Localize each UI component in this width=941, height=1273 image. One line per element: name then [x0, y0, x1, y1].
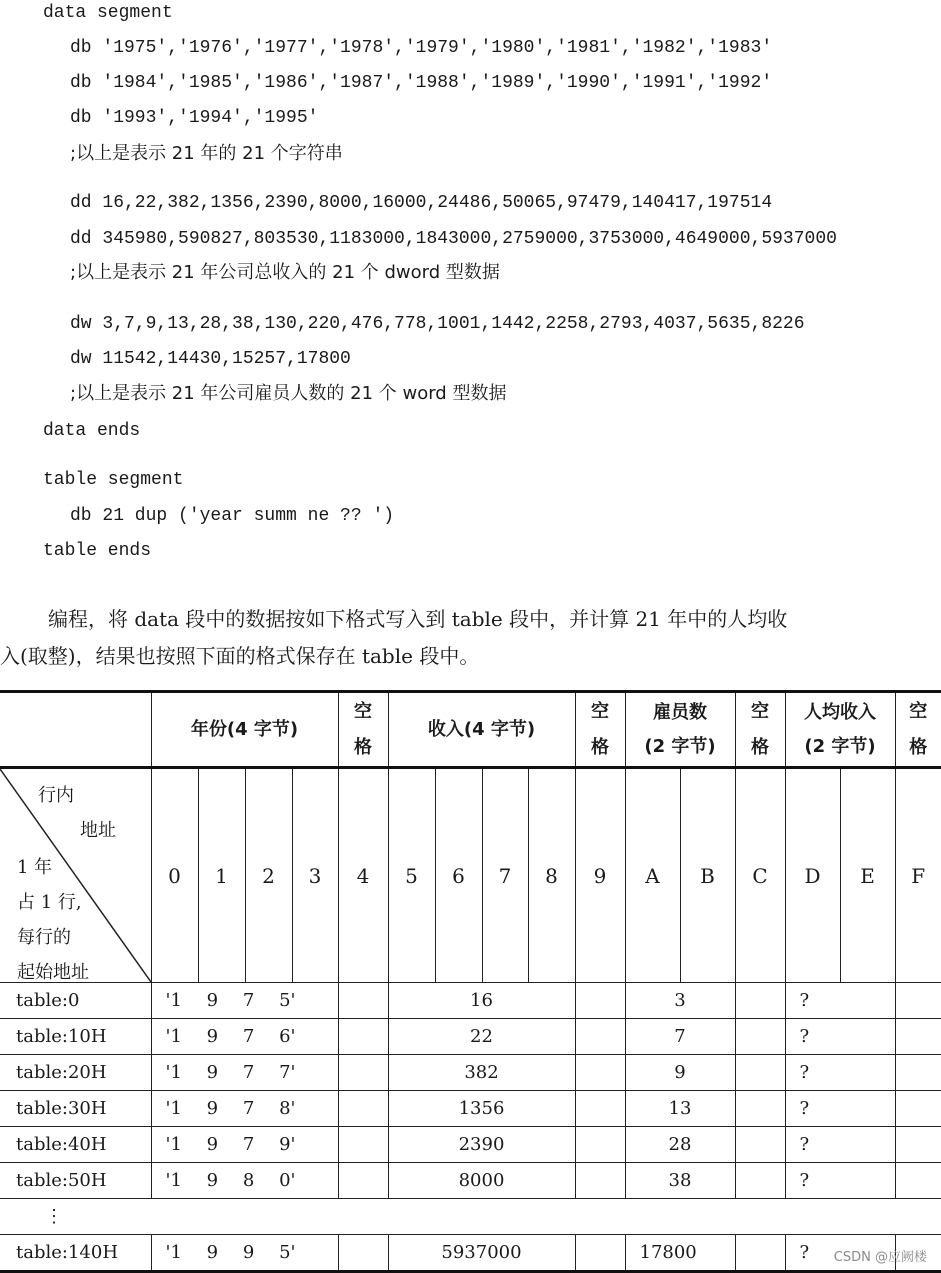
income-cell: 2390	[388, 1127, 575, 1163]
offset-cell: 8	[528, 768, 575, 983]
code-comment: ;以上是表示 21 年的 21 个字符串	[70, 143, 343, 164]
income-cell: 382	[388, 1055, 575, 1091]
avg-income-cell	[785, 1127, 895, 1163]
space-cell	[735, 1019, 785, 1055]
header-staff	[625, 692, 735, 768]
avg-income-cell	[785, 1163, 895, 1199]
year-char: '1	[165, 990, 182, 1011]
space-cell	[575, 1055, 625, 1091]
space-cell	[575, 1091, 625, 1127]
offset-cell: 4	[338, 768, 388, 983]
year-char: 7	[242, 1062, 255, 1083]
diagonal-cell	[0, 768, 151, 983]
income-cell: 8000	[388, 1163, 575, 1199]
avg-income-cell	[785, 1019, 895, 1055]
year-cell	[151, 1091, 338, 1127]
year-char: 7'	[279, 1062, 296, 1083]
header-year: 年份(4 字节)	[151, 692, 338, 768]
space-cell	[338, 983, 388, 1019]
avg-income-value: ?	[799, 990, 810, 1011]
space-cell	[895, 983, 941, 1019]
year-char: 7	[242, 1098, 255, 1119]
staff-cell: 13	[625, 1091, 735, 1127]
year-char: 5'	[279, 1242, 296, 1263]
avg-income-value: ?	[799, 1134, 810, 1155]
offset-cell: 6	[435, 768, 482, 983]
diag-label: 占 1 行,	[17, 892, 82, 913]
year-char: 7	[242, 1026, 255, 1047]
year-char: 7	[242, 1134, 255, 1155]
diag-label: 每行的	[17, 927, 71, 948]
year-char: 7	[242, 990, 255, 1011]
income-cell: 22	[388, 1019, 575, 1055]
diag-label: 1 年	[17, 857, 53, 878]
avg-income-value: ?	[799, 1242, 810, 1263]
space-cell	[338, 1091, 388, 1127]
year-cell	[151, 1019, 338, 1055]
code-comment: ;以上是表示 21 年公司总收入的 21 个 dword 型数据	[70, 262, 500, 283]
year-cell	[151, 1055, 338, 1091]
year-char: '1	[165, 1170, 182, 1191]
staff-cell: 28	[625, 1127, 735, 1163]
space-cell	[338, 1055, 388, 1091]
code-line: table ends	[43, 541, 152, 561]
year-char: 9	[206, 1098, 219, 1119]
offset-cell: E	[840, 768, 895, 983]
offset-cell: 3	[292, 768, 338, 983]
row-address: table:20H	[0, 1055, 151, 1091]
avg-income-cell	[785, 1091, 895, 1127]
space-cell	[338, 1127, 388, 1163]
offset-cell: 7	[482, 768, 528, 983]
space-cell	[895, 1091, 941, 1127]
year-cell	[151, 1235, 338, 1272]
year-char: 9	[206, 1242, 219, 1263]
year-char: 9	[206, 1062, 219, 1083]
task-line-1: 编程，将 data 段中的数据按如下格式写入到 table 段中，并计算 21 年中的人均收	[48, 607, 788, 631]
watermark: CSDN @应阙楼	[833, 1250, 927, 1265]
row-address: table:30H	[0, 1091, 151, 1127]
task-line-2: 入(取整)，结果也按照下面的格式保存在 table 段中。	[0, 644, 480, 668]
code-line: db 21 dup ('year summ ne ?? ')	[70, 506, 395, 526]
code-comment: ;以上是表示 21 年公司雇员人数的 21 个 word 型数据	[70, 383, 507, 404]
year-cell	[151, 983, 338, 1019]
year-char: 9	[206, 1026, 219, 1047]
avg-income-cell	[785, 1055, 895, 1091]
code-line: db '1993','1994','1995'	[70, 108, 319, 128]
offset-cell: 0	[151, 768, 198, 983]
space-cell	[895, 1055, 941, 1091]
header-avg-income	[785, 692, 895, 768]
year-cell	[151, 1163, 338, 1199]
table-row	[0, 1127, 941, 1163]
space-cell	[735, 1091, 785, 1127]
code-line: db '1975','1976','1977','1978','1979','1980','1981','1982','1983'	[70, 38, 773, 58]
space-cell	[575, 1163, 625, 1199]
code-line: data ends	[43, 421, 141, 441]
year-char: 9'	[279, 1134, 296, 1155]
table-row	[0, 983, 941, 1019]
year-char: 9	[206, 1170, 219, 1191]
space-cell	[575, 1019, 625, 1055]
year-char: '1	[165, 1098, 182, 1119]
offset-cell: F	[895, 768, 941, 983]
diag-label: 行内	[38, 785, 74, 806]
income-cell: 1356	[388, 1091, 575, 1127]
table-row	[0, 1235, 941, 1272]
year-char: 9	[242, 1242, 255, 1263]
staff-cell: 3	[625, 983, 735, 1019]
header-corner	[0, 692, 151, 768]
ellipsis-cell	[0, 1199, 941, 1235]
year-char: 6'	[279, 1026, 296, 1047]
table-layout	[0, 690, 941, 1273]
table-row	[0, 1163, 941, 1199]
year-char: '1	[165, 1026, 182, 1047]
year-char: '1	[165, 1062, 182, 1083]
space-cell	[735, 1235, 785, 1272]
income-cell: 16	[388, 983, 575, 1019]
avg-income-value: ?	[799, 1098, 810, 1119]
avg-income-cell	[785, 983, 895, 1019]
space-cell	[575, 1235, 625, 1272]
year-char: 0'	[279, 1170, 296, 1191]
row-address: table:140H	[0, 1235, 151, 1272]
year-char: 5'	[279, 990, 296, 1011]
staff-cell: 17800	[625, 1235, 735, 1272]
avg-income-value: ?	[799, 1170, 810, 1191]
space-cell	[735, 1055, 785, 1091]
header-row	[0, 692, 941, 768]
offset-row	[0, 768, 941, 983]
code-line: dd 16,22,382,1356,2390,8000,16000,24486,50065,97479,140417,197514	[70, 193, 773, 213]
year-char: '1	[165, 1242, 182, 1263]
avg-income-value: ?	[799, 1062, 810, 1083]
offset-cell: A	[625, 768, 680, 983]
space-cell	[735, 1127, 785, 1163]
code-line: data segment	[43, 3, 173, 23]
space-cell	[895, 1127, 941, 1163]
year-char: 8'	[279, 1098, 296, 1119]
table-row	[0, 1019, 941, 1055]
space-cell	[735, 1163, 785, 1199]
space-cell	[575, 983, 625, 1019]
code-line: dw 11542,14430,15257,17800	[70, 349, 351, 369]
offset-cell: 5	[388, 768, 435, 983]
code-line: table segment	[43, 470, 184, 490]
diag-label: 起始地址	[17, 962, 89, 983]
row-address: table:50H	[0, 1163, 151, 1199]
staff-cell: 7	[625, 1019, 735, 1055]
space-cell	[338, 1019, 388, 1055]
staff-cell: 38	[625, 1163, 735, 1199]
avg-income-value: ?	[799, 1026, 810, 1047]
header-avg-bottom: (2 字节)	[804, 735, 876, 757]
year-char: 9	[206, 990, 219, 1011]
header-space: 空格	[338, 692, 388, 768]
offset-cell: 1	[198, 768, 245, 983]
space-cell	[895, 1163, 941, 1199]
header-space: 空格	[895, 692, 941, 768]
header-staff-bottom: (2 字节)	[644, 735, 716, 757]
space-cell	[338, 1163, 388, 1199]
row-address: table:40H	[0, 1127, 151, 1163]
header-space: 空格	[575, 692, 625, 768]
header-staff-top: 雇员数	[653, 701, 707, 723]
year-char: 9	[206, 1134, 219, 1155]
header-avg-top: 人均收入	[804, 701, 876, 723]
table-row	[0, 1091, 941, 1127]
row-address: table:10H	[0, 1019, 151, 1055]
offset-cell: C	[735, 768, 785, 983]
vertical-ellipsis: ⋮	[45, 1206, 63, 1227]
offset-cell: D	[785, 768, 840, 983]
offset-cell: 9	[575, 768, 625, 983]
header-space: 空格	[735, 692, 785, 768]
year-char: '1	[165, 1134, 182, 1155]
code-line: dd 345980,590827,803530,1183000,1843000,2759000,3753000,4649000,5937000	[70, 229, 837, 249]
table-row	[0, 1055, 941, 1091]
diag-label: 地址	[80, 820, 116, 841]
row-address: table:0	[0, 983, 151, 1019]
header-income: 收入(4 字节)	[388, 692, 575, 768]
space-cell	[735, 983, 785, 1019]
year-char: 8	[242, 1170, 255, 1191]
code-line: db '1984','1985','1986','1987','1988','1989','1990','1991','1992'	[70, 73, 773, 93]
offset-cell: 2	[245, 768, 292, 983]
income-cell: 5937000	[388, 1235, 575, 1272]
staff-cell: 9	[625, 1055, 735, 1091]
space-cell	[895, 1019, 941, 1055]
code-line: dw 3,7,9,13,28,38,130,220,476,778,1001,1442,2258,2793,4037,5635,8226	[70, 314, 805, 334]
ellipsis-row	[0, 1199, 941, 1235]
space-cell	[338, 1235, 388, 1272]
space-cell	[575, 1127, 625, 1163]
offset-cell: B	[680, 768, 735, 983]
task-description	[0, 601, 941, 675]
year-cell	[151, 1127, 338, 1163]
